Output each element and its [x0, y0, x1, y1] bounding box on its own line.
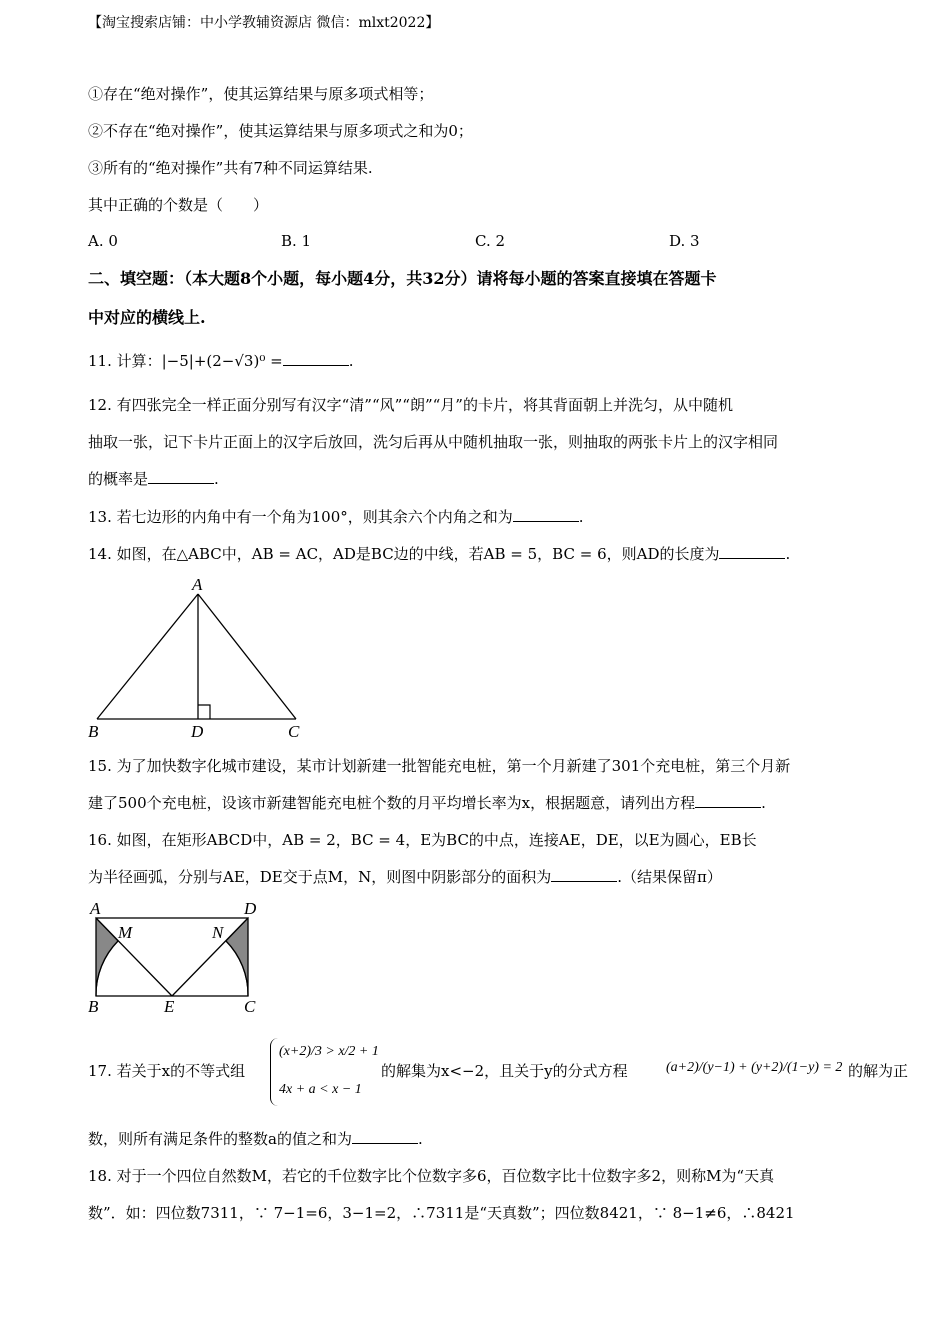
answer-blank	[352, 1131, 418, 1144]
segment-de	[172, 918, 248, 996]
question-17-text: 数，则所有满足条件的整数a的值之和为	[88, 1130, 352, 1148]
statement-3: ③所有的“绝对操作”共有7种不同运算结果.	[88, 159, 373, 177]
question-11: 11. 计算：|−5|+(2−√3)⁰ = .	[88, 352, 354, 370]
question-12-line3: 的概率是 .	[88, 470, 219, 488]
question-17-pre: 17. 若关于x的不等式组	[88, 1062, 246, 1080]
answer-blank	[148, 471, 214, 484]
question-18-line1: 18. 对于一个四位自然数M，若它的千位数字比个位数字多6，百位数字比十位数字多2，则称M为“天真	[88, 1167, 775, 1185]
question-16-text: 为半径画弧，分别与AE，DE交于点M，N，则图中阴影部分的面积为	[88, 868, 552, 886]
triangle-figure	[82, 574, 312, 744]
question-17-mid: 的解集为x<−2，且关于y的分式方程	[381, 1062, 628, 1080]
inequality-system	[270, 1038, 379, 1106]
side-ab	[97, 594, 198, 719]
answer-blank	[695, 795, 761, 808]
question-14-text: 14. 如图，在△ABC中，AB = AC，AD是BC边的中线，若AB = 5，BC = 6，则AD的长度为	[88, 545, 720, 563]
segment-ae	[96, 918, 172, 996]
question-12-text: 的概率是	[88, 470, 149, 488]
side-ac	[198, 594, 296, 719]
option-d: D. 3	[669, 232, 700, 250]
question-12-line2: 抽取一张，记下卡片正面上的汉字后放回，洗匀后再从中随机抽取一张，则抽取的两张卡片上的汉字相同	[88, 433, 779, 451]
question-12-line1: 12. 有四张完全一样正面分别写有汉字“清”“风”“朗”“月”的卡片，将其背面朝上并洗匀，从中随机	[88, 396, 733, 414]
label-d: D	[191, 722, 204, 741]
label-c: C	[288, 722, 300, 741]
question-17-line2: 数，则所有满足条件的整数a的值之和为 .	[88, 1130, 423, 1148]
answer-blank	[513, 509, 579, 522]
page-header: 【淘宝搜索店铺：中小学教辅资源店 微信：mlxt2022】	[88, 15, 440, 31]
question-15-line1: 15. 为了加快数字化城市建设，某市计划新建一批智能充电桩，第一个月新建了301个充电桩，第三个月新	[88, 757, 791, 775]
label-m: M	[118, 923, 133, 942]
label-d: D	[244, 899, 257, 918]
label-b: B	[88, 722, 99, 741]
option-a: A. 0	[88, 232, 118, 250]
answer-blank	[551, 869, 617, 882]
question-16-line1: 16. 如图，在矩形ABCD中，AB = 2，BC = 4，E为BC的中点，连接AE，DE，以E为圆心，EB长	[88, 831, 757, 849]
statement-2: ②不存在“绝对操作”，使其运算结果与原多项式之和为0；	[88, 122, 473, 140]
question-13-text: 13. 若七边形的内角中有一个角为100°，则其余六个内角之和为	[88, 508, 513, 526]
option-c: C. 2	[475, 232, 506, 250]
rectangle-figure	[84, 898, 274, 1018]
label-e: E	[164, 997, 175, 1016]
question-16-line2	[88, 866, 722, 887]
inequality-1: (x+2)/3 > x/2 + 1	[279, 1044, 379, 1059]
section-title-line2: 中对应的横线上.	[88, 308, 206, 327]
question-15-line2: 建了500个充电桩，设该市新建智能充电桩个数的月平均增长率为x，根据题意，请列出方程 .	[88, 794, 766, 812]
question-18-line2: 数”．如：四位数7311，∵ 7−1=6，3−1=2，∴7311是“天真数”；四位数8421，∵ 8−1≠6，∴8421	[88, 1204, 795, 1222]
label-a: A	[192, 575, 203, 594]
question-17-tail: 的解为正	[848, 1062, 909, 1080]
inequality-2: 4x + a < x − 1	[279, 1082, 362, 1097]
label-a: A	[90, 899, 101, 918]
option-b: B. 1	[281, 232, 312, 250]
statement-1: ①存在“绝对操作”，使其运算结果与原多项式相等；	[88, 85, 434, 103]
label-b: B	[88, 997, 99, 1016]
question-11-text: 11. 计算：|−5|+(2−√3)⁰ =	[88, 352, 283, 370]
answer-blank	[719, 546, 785, 559]
fractional-equation: (a+2)/(y−1) + (y+2)/(1−y) = 2	[666, 1060, 843, 1075]
question-16-tail: .（结果保留π）	[617, 868, 722, 886]
question-stem: 其中正确的个数是（ ）	[88, 196, 269, 214]
right-angle-mark	[198, 705, 210, 719]
label-c: C	[244, 997, 256, 1016]
answer-blank	[283, 353, 349, 366]
section-title-line1: 二、填空题：（本大题8个小题，每小题4分，共32分）请将每小题的答案直接填在答题卡	[88, 269, 717, 288]
question-13: 13. 若七边形的内角中有一个角为100°，则其余六个内角之和为 .	[88, 508, 584, 526]
question-14: 14. 如图，在△ABC中，AB = AC，AD是BC边的中线，若AB = 5，BC = 6，则AD的长度为 .	[88, 545, 791, 563]
label-n: N	[212, 923, 224, 942]
question-15-text: 建了500个充电桩，设该市新建智能充电桩个数的月平均增长率为x，根据题意，请列出方程	[88, 794, 696, 812]
